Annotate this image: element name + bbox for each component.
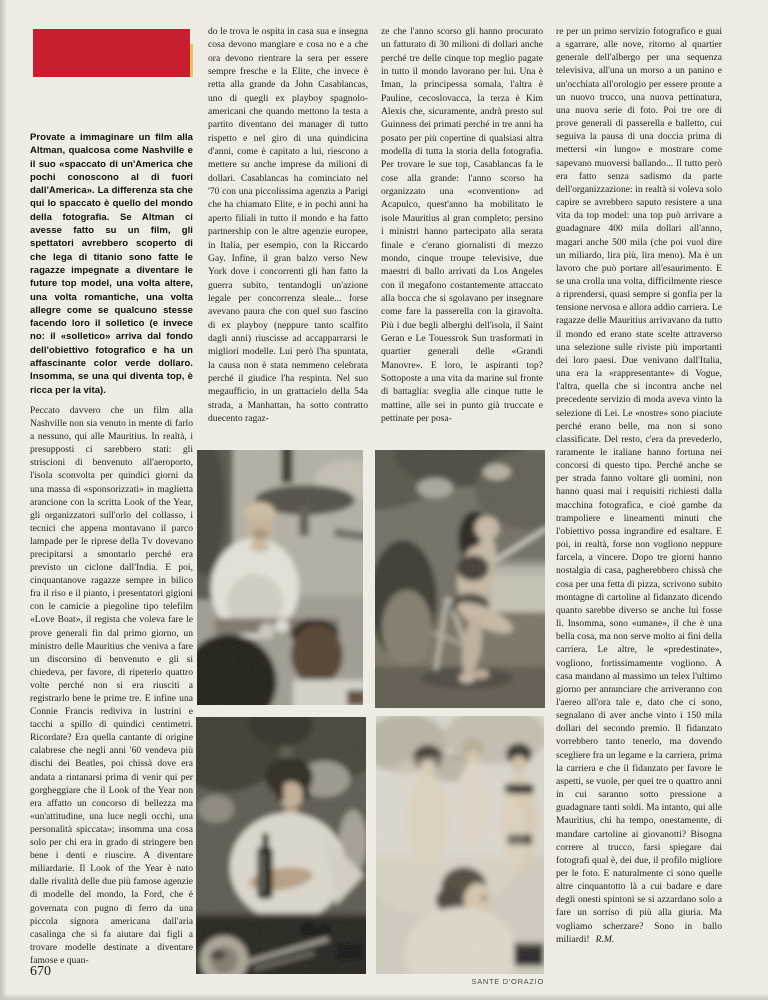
photo-models-group-overexposed <box>376 716 544 974</box>
red-accent-block <box>33 29 190 77</box>
text-column-1 <box>30 131 193 969</box>
print-registration-fringe <box>190 44 193 77</box>
photo-model-white-blouse-table <box>196 717 366 974</box>
text-column-4 <box>556 25 722 969</box>
photo-model-breakfast-table <box>197 450 363 705</box>
photo-credit: SANTE D'ORAZIO <box>471 977 544 986</box>
photo-model-folding-chair-pool <box>375 450 545 708</box>
text-column-3 <box>381 25 543 458</box>
page-number: 670 <box>30 964 51 979</box>
article-column-1-text: Peccato davvero che un film alla Nashville non sia venuto in mente di farlo a nessuno, qui alle Mauritius. In realtà, i presupposti ci sarebbero stati: gli striscioni di benvenuto all'aeroporto, l'isola sconvolta per quindici giorni da una massa di «sponsorizzati» in maglietta arancione con la scritta Look of the Year, gli organizzatori sull'orlo del collasso, i tecnici che appena montavano il parco lampade per le riprese della Tv dovevano precipitarsi a smontarlo perché era previsto un ciclone dall'India. E poi, cinquantanove ragazze sempre in bilico fra il riso e il pianto, i presentatori gigioni con le camicie a piegoline tipo telefilm «Love Boat», il regista che voleva fare le prove generali fin dal primo giorno, un ministro delle Mauritius che veniva a fare un discorsino di benvenuto e gli si chiedeva, per favore, di ripeterlo quattro volte perché non si era riusciti a registrarlo bene le prime tre. E infine una Connie Francis rediviva in lustrini e tacchi a spillo di quindici centimetri. Ricordate? Era quella cantante di origine calabrese che negli anni '60 vendeva più dischi dei Beatles, poi chissà dove era andata a rintanarsi prima di venir qui per gorgheggiare che il Look of the Year non era affatto un concorso di bellezza ma «un'attitudine, una luce negli occhi, una personalità spiccata»; insomma una cosa solo per chi era in grado di stringere ben bene i denti e riuscire. A diventare miliardarie. Il Look of the Year è nato dalle rivalità delle due più famose agenzie di modelle del mondo, la Ford, che è governata con pugno di ferro da una piccola signora americana dall'aria casalinga che si fa aiutare dai figli a trovare modelle destinate a diventare famose e quan- <box>30 404 193 966</box>
article-column-2-text: do le trova le ospita in casa sua e insegna cosa devono mangiare e cosa no e a che ora devono rientrare la sera per essere sempre fresche e la Elite, che invece è retta alla grande da John Casablancas, uno di quegli ex playboy spagnolo-americani che quando mettono la testa a partito diventano dei manager di tutto rispetto e nel giro di una quindicina d'anni, come è capitato a lui, riescono a mettere su anche imprese da milioni di dollari. Casablancas ha cominciato nel '70 con una piccolissima agenzia a Parigi che ha chiamato Elite, e in pochi anni ha aperto filiali in tutto il mondo e ha fatto partnership con le altre agenzie europee, in Italia, per esempio, con la Riccardo Gay. Infine, il gran balzo verso New York dove i concorrenti gli han fatto la guerra subito, tentandogli un'azione legale per concorrenza sleale... forse avevano paura che con quel suo fascino di ex playboy (neppure tanto scalfito dagli anni) riuscisse ad accapparrarsi le migliori modelle. Lui però l'ha spuntata, la causa non è stata nemmeno celebrata perché il giudice l'ha respinta. Nel suo megaufficio, in un grattacielo della 54a strada, a Manhattan, ha sotto contratto duecento ragaz- <box>208 26 368 424</box>
author-initials: R.M. <box>595 933 615 945</box>
text-column-2 <box>208 25 368 458</box>
article-intro: Provate a immaginare un film alla Altman, qualcosa come Nashville e il suo «spaccato di un'America che pochi conoscono al di fuori dall'America». La differenza sta che qui lo spaccato è quello del mondo della fotografia. Se Altman ci avesse fatto su un film, gli spettatori avrebbero scoperto di che lega di titanio sono fatte le ragazze impegnate a diventare le future top model, una volta altere, una volta romantiche, una volta allegre come se qualcuno stesse facendo loro il solletico (e invece no: il «solletico» arriva dal fondo dell'obiettivo fotografico e ha un affascinante color verde dollaro. Insomma, se una qui diventa top, è ricca per la vita). <box>30 132 193 396</box>
article-column-3-text: ze che l'anno scorso gli hanno procurato un fatturato di 30 milioni di dollari anche perché tre delle cinque top meglio pagate in tutto il mondo lavorano per lui. Una è Iman, la principessa somala, l'altra è Pauline, cecoslovacca, la terza è Kim Alexis che, sicuramente, andrà presto sul Guinness dei primati perché in tre anni ha posato per più copertine di qualsiasi altra modella di tutta la storia della fotografia. Per trovare le sue top, Casablancas fa le cose alla grande: l'anno scorso ha organizzato una «convention» ad Acapulco, quest'anno ha mobilitato le isole Mauritius al gran completo; persino i ministri hanno partecipato alla serata finale e c'erano giornalisti di mezzo mondo, cinque troupe televisive, due maestri di ballo arrivati da Los Angeles con il megafono costantemente attaccato alla bocca che si sgolavano per insegnare come fare la passerella con la giravolta. Più i due begli alberghi dell'isola, il Saint Geran e Le Touessrok Sun trasformati in quartier generali delle «Grandi Manovre». E loro, le aspiranti top? Sottoposte a una vita da marine sul fronte di battaglia: sveglia alle cinque tutte le mattine, alle sei in punto già truccate e pettinate per posa- <box>381 26 543 424</box>
article-column-4-text: re per un primo servizio fotografico e guai a sgarrare, alle nove, ritorno al quartier generale dell'albergo per una sequenza televisiva, all'una un morso a un panino e un'occhiata all'orologio per essere pronte a un nuovo trucco, una nuova pettinatura, una nuova serie di foto. Poi tre ore di prove generali di passerella e balletto, cui seguiva la pausa di una doccia prima di mettersi «in lungo» e mostrare come sapevano muoversi ballando... Il tutto però era fatto senza sadismo da parte dell'organizzazione: in realtà si voleva solo capire se avrebbero saputo resistere a una vita da top model: una top può arrivare a guadagnare 400 mila dollari all'anno, magari anche 500 mila (che poi vuol dire un miliardo, lira più, lira meno). Ma è un lavoro che può portare all'esaurimento. E se una crolla una volta, difficilmente riesce a riprendersi, quasi sempre si gonfia per la tensione nervosa e allora addio carriera. Le ragazze delle Mauritius arrivavano da tutto il mondo ed erano state scelte attraverso una selezione sulle riviste più importanti dei loro paesi. Due venivano dall'Italia, una era la «rappresentante» di Vogue, l'altra, quella che si incontra anche nel precedente servizio di moda aveva vinto la selezione di Lei. Le «nostre» sono piaciute perché erano belle, ma non si sono classificate. Del resto, c'era da prevederlo, raramente le italiane hanno fortuna nei concorsi di questo tipo. Perché anche se per strada fanno voltare gli uomini, non hanno quasi mai i requisiti richiesti dalla macchina fotografica, e cioè gambe da trampoliere e lineamenti minuti che l'obiettivo possa ingrandire ed esaltare. E poi, in realtà, forse non vogliono neppure farcela, a vincere. Dopo tre giorni hanno nostalgia di casa, pagherebbero chissà che cosa per una fetta di pizza, scrivono subito montagne di cartoline al fidanzato dicendo quanto sarebbe diverso se anche lui fosse lì. Insomma, sono «umane», il che è una bella cosa, ma non serve molto ai fini della carriera. Le altre, le «predestinate», vogliono, fortissimamente vogliono. A casa mandano al massimo un telex l'ultimo giorno per annunciare che arriveranno con l'aereo all'ora tale e, dato che ci sono, segnalano di aver anche vinto i 150 mila dollari del secondo premio. Il fidanzato vorrebbero tanto tenerlo, ma dovendo scegliere fra un legame e la carriera, prima la carriera e che il fidanzato per favore le aspetti, se vuole, per quei tre o quattro anni in cui saranno sotto pressione a guadagnare tanti soldi. Ma intanto, qui alle Mauritius, chi ha tempo, onestamente, di mandare cartoline ai giovanotti? Bisogna correre al trucco, farsi spiegare dai fotografi qual è, dei due, il profilo migliore per le foto. E naturalmente ci sono quelle altre cinquantotto là a cui badare e dare degli onesti spintoni se si azzardano solo a fare un sorriso di più alla giuria. Ma vogliamo scherzare? Sono in ballo miliardi! <box>556 26 722 945</box>
